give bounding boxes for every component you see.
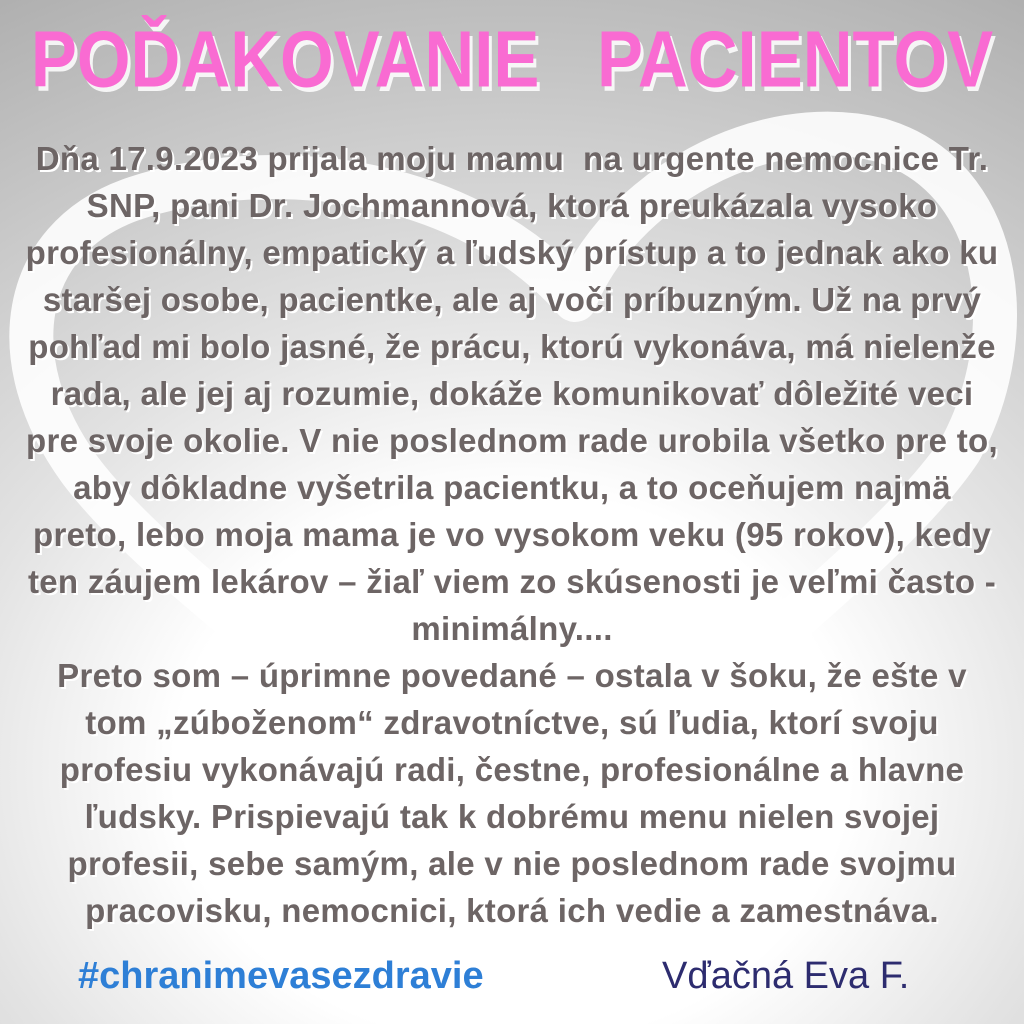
message-line: ten záujem lekárov – žiaľ viem zo skúsenosti je veľmi často - <box>27 563 997 600</box>
message-line: profesionálny, empatický a ľudský prístup a to jednak ako ku <box>25 234 999 271</box>
message-line: profesiu vykonávajú radi, čestne, profesionálne a hlavne <box>59 751 965 788</box>
message-line: ľudsky. Prispievajú tak k dobrému menu nielen svojej <box>84 798 940 835</box>
hashtag-label: #chranimevasezdravie <box>78 955 484 997</box>
message-line: pre svoje okolie. V nie poslednom rade urobila všetko pre to, <box>26 422 998 459</box>
message-line: staršej osobe, pacientke, ale aj voči príbuzným. Už na prvý <box>42 281 982 318</box>
message-line: minimálny.... <box>411 610 613 647</box>
message-line: tom „zúboženom“ zdravotníctve, sú ľudia, ktorí svoju <box>85 704 939 741</box>
message-line: pracovisku, nemocnici, ktorá ich vedie a zamestnáva. <box>85 892 939 929</box>
message-line: pohľad mi bolo jasné, že prácu, ktorú vykonáva, má nielenže <box>28 328 996 365</box>
message-line: Preto som – úprimne povedané – ostala v šoku, že ešte v <box>57 657 967 694</box>
message-line: SNP, pani Dr. Jochmannová, ktorá preukázala vysoko <box>86 187 938 224</box>
message-line: preto, lebo moja mama je vo vysokom veku (95 rokov), kedy <box>33 516 991 553</box>
message-line: Dňa 17.9.2023 prijala moju mamu na urgente nemocnice Tr. <box>35 140 989 177</box>
message-line: aby dôkladne vyšetrila pacientku, a to oceňujem najmä <box>73 469 951 506</box>
page-title: POĎAKOVANIE PACIENTOV <box>30 15 994 104</box>
signature-text: Vďačná Eva F. <box>662 955 910 997</box>
message-line: profesii, sebe samým, ale v nie poslednom rade svojmu <box>67 845 957 882</box>
message-line: rada, ale jej aj rozumie, dokáže komunikovať dôležité veci <box>50 375 974 412</box>
thank-you-message <box>0 135 1024 934</box>
